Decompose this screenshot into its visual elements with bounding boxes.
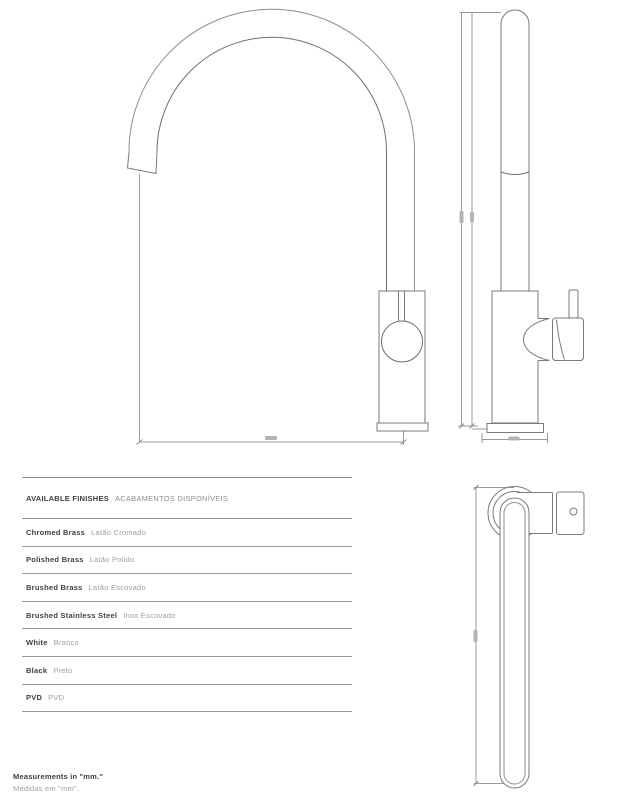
spout-arch-inner xyxy=(157,37,387,291)
finishes-header xyxy=(22,477,352,519)
dimension-label-smudge xyxy=(470,212,474,222)
finish-name-pt: Branco xyxy=(53,638,79,648)
finish-row-brushed-stainless-steel xyxy=(22,602,352,630)
dimension-label-smudge xyxy=(509,437,520,441)
base-flange-front xyxy=(377,423,428,431)
finish-name-pt: Latão Polido xyxy=(89,555,135,565)
finishes-title-pt: ACABAMENTOS DISPONÍVEIS xyxy=(114,493,229,503)
handle-dome-side xyxy=(524,319,550,361)
finish-name-pt: PVD xyxy=(48,693,65,703)
measurement-note-pt: Medidas em "mm". xyxy=(13,784,80,793)
dimension-label-smudge xyxy=(474,630,478,642)
measurement-note xyxy=(13,772,103,793)
base-flange-side xyxy=(487,424,544,433)
finish-name-pt: Latão Escovado xyxy=(88,582,146,592)
finish-name-pt: Latão Cromado xyxy=(91,527,147,537)
faucet-side-view-drawing xyxy=(450,0,610,460)
dimension-tick-bottom xyxy=(458,426,488,429)
finish-row-white xyxy=(22,629,352,657)
finish-name-en: Polished Brass xyxy=(26,555,84,565)
spout-tip xyxy=(128,152,158,174)
finishes-title-en: AVAILABLE FINISHES xyxy=(26,493,109,503)
spout-tube-side xyxy=(501,10,529,291)
spout-arch-outer xyxy=(129,9,415,291)
finish-name-en: Brushed Brass xyxy=(26,582,83,592)
finish-row-pvd xyxy=(22,685,352,713)
finish-row-polished-brass xyxy=(22,547,352,575)
top-view-svg xyxy=(460,478,610,800)
finish-row-brushed-brass xyxy=(22,574,352,602)
front-view-svg xyxy=(110,0,440,460)
finish-name-en: Chromed Brass xyxy=(26,527,86,537)
dimension-label-smudge xyxy=(265,436,277,440)
faucet-body-side xyxy=(492,291,538,423)
dimension-label-smudge xyxy=(460,211,464,223)
finish-name-pt: Inox Escovado xyxy=(123,610,176,620)
available-finishes-table xyxy=(22,477,352,712)
finish-name-en: PVD xyxy=(26,693,43,703)
handle-knob-front xyxy=(382,321,423,362)
finish-row-chromed-brass xyxy=(22,519,352,547)
tube-seam xyxy=(501,172,529,175)
measurement-note-en: Measurements in "mm." xyxy=(13,772,104,781)
finish-name-en: Brushed Stainless Steel xyxy=(26,610,118,620)
faucet-top-view-drawing xyxy=(460,478,610,800)
side-view-svg xyxy=(450,0,610,460)
finish-name-en: Black xyxy=(26,665,48,675)
finish-name-en: White xyxy=(26,638,48,648)
handle-lever-stem xyxy=(569,290,578,318)
finish-row-black xyxy=(22,657,352,685)
finish-name-pt: Preto xyxy=(53,665,73,675)
faucet-front-view-drawing xyxy=(110,0,440,460)
